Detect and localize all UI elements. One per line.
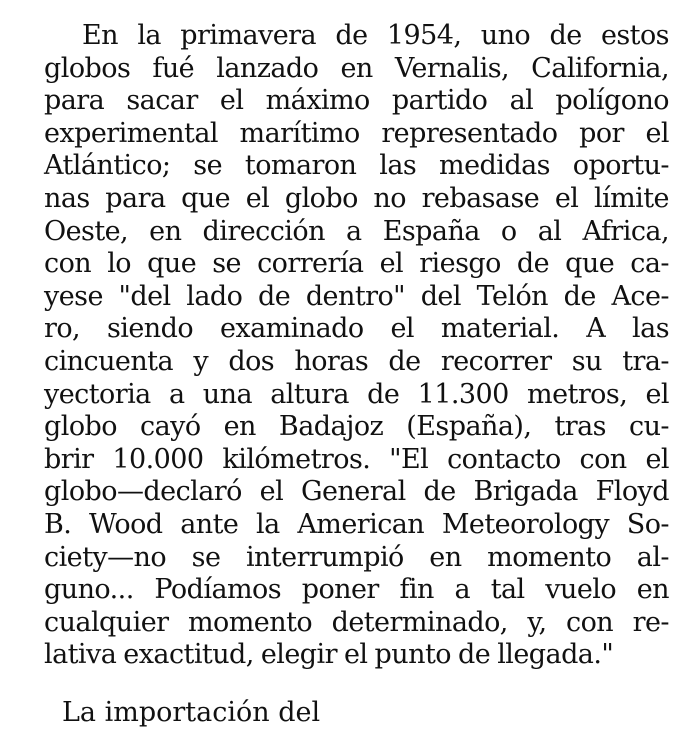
paragraph-line: cualquier momento determinado, y, con re- [44, 606, 669, 638]
paragraph-line: brir 10.000 kilómetros. "El contacto con el [44, 443, 669, 475]
paragraph-line: globo—declaró el General de Brigada Floyd [44, 476, 669, 508]
paragraph-line: experimental marítimo representado por el [44, 117, 669, 149]
paragraph-line: B. Wood ante la American Meteorology So- [44, 508, 669, 540]
paragraph-line: yese "del lado de dentro" del Telón de Ace- [44, 280, 669, 312]
paragraph-line: Oeste, en dirección a España o al Africa, [44, 215, 669, 247]
paragraph-line: En la primavera de 1954, uno de estos [82, 20, 669, 51]
paragraph-line: para sacar el máximo partido al polígono [44, 85, 669, 117]
paragraph-line: globos fué lanzado en Vernalis, California, [44, 52, 669, 84]
paragraph-line: cincuenta y dos horas de recorrer su tra- [44, 345, 669, 377]
next-line-fragment [62, 697, 362, 728]
paragraph-line: lativa exactitud, elegir el punto de llegada." [44, 639, 614, 671]
paragraph-line: Atlántico; se tomaron las medidas oportu- [44, 150, 669, 182]
article-paragraph [44, 20, 669, 672]
paragraph-line: globo cayó en Badajoz (España), tras cu- [44, 411, 669, 443]
paragraph-line: con lo que se correría el riesgo de que ca- [44, 248, 669, 280]
paragraph-line: yectoria a una altura de 11.300 metros, el [44, 378, 669, 410]
paragraph-line: guno... Podíamos poner fin a tal vuelo en [44, 574, 669, 606]
paragraph-line: ciety—no se interrumpió en momento al- [44, 541, 669, 573]
next-line-text: La importación del [62, 697, 321, 728]
paragraph-line: ro, siendo examinado el material. A las [44, 313, 669, 345]
paragraph-line: nas para que el globo no rebasase el límite [44, 182, 669, 214]
